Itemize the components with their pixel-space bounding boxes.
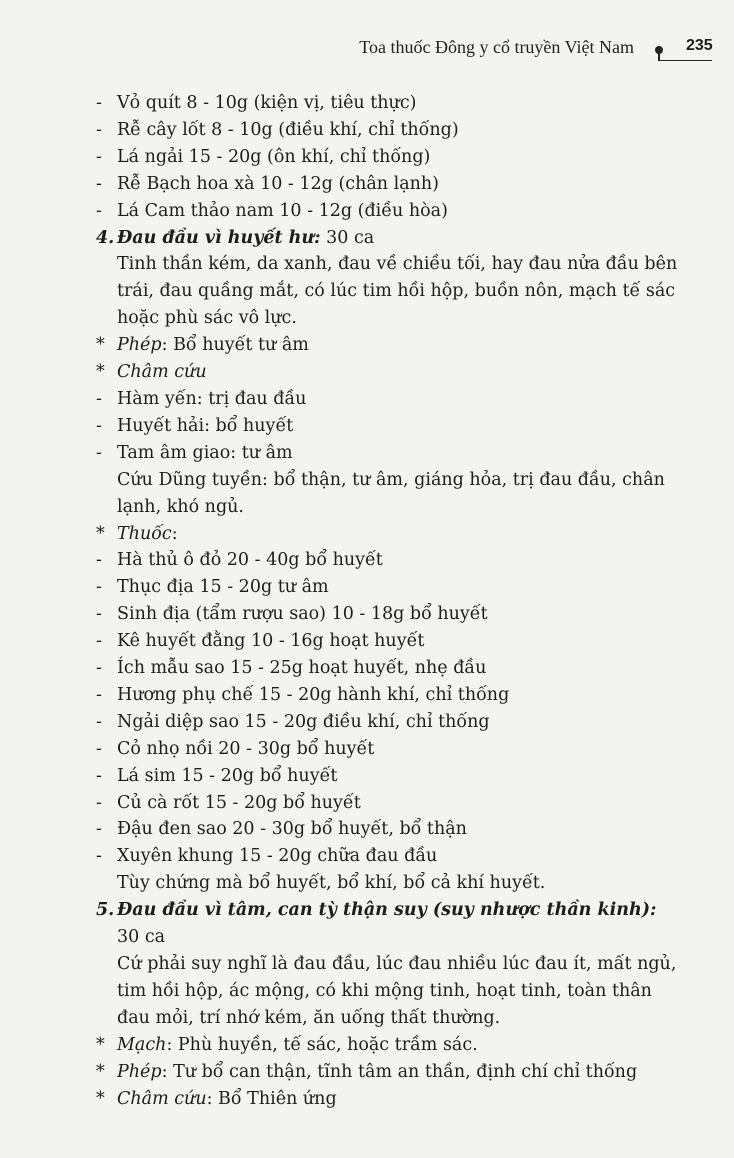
list-item <box>96 843 686 870</box>
list-item <box>96 736 686 763</box>
paragraph <box>96 870 686 897</box>
line-text <box>96 574 686 601</box>
section-heading <box>96 225 686 252</box>
list-item <box>96 790 686 817</box>
text-content: Tam âm giao: tư âm <box>117 442 293 463</box>
dash-bullet: - <box>96 388 102 409</box>
line-text <box>96 117 686 144</box>
list-item <box>96 628 686 655</box>
subsection-label: Phép <box>117 335 162 356</box>
list-item <box>96 709 686 736</box>
text-content: Kê huyết đằng 10 - 16g hoạt huyết <box>117 631 425 652</box>
subsection-line <box>96 521 686 548</box>
text-content: Vỏ quít 8 - 10g (kiện vị, tiêu thực) <box>117 93 417 113</box>
list-item <box>96 440 686 467</box>
subsection-label: Phép <box>117 1061 162 1082</box>
subsection-line <box>96 332 686 359</box>
dash-bullet: - <box>96 765 102 786</box>
list-item <box>96 547 686 574</box>
dash-bullet: - <box>96 631 102 652</box>
line-text <box>96 332 686 359</box>
line-text <box>96 924 686 951</box>
line-text <box>96 171 686 198</box>
dash-bullet: - <box>96 711 102 732</box>
list-item <box>96 574 686 601</box>
line-text <box>96 144 686 171</box>
text-content: 30 ca <box>117 927 166 948</box>
asterisk-bullet: * <box>96 523 105 544</box>
list-item <box>96 144 686 171</box>
text-content: Lá ngải 15 - 20g (ôn khí, chỉ thống) <box>117 146 431 167</box>
dash-bullet: - <box>96 200 102 221</box>
asterisk-bullet: * <box>96 362 105 383</box>
section-heading <box>96 897 686 924</box>
text-content: Đậu đen sao 20 - 30g bổ huyết, bổ thận <box>117 819 467 840</box>
subsection-label: Châm cứu <box>117 1088 207 1109</box>
page-number: 235 <box>686 37 713 54</box>
text-content: Hà thủ ô đỏ 20 - 40g bổ huyết <box>117 550 383 571</box>
line-text <box>96 413 686 440</box>
paragraph <box>96 951 686 1032</box>
text-content: Lá sim 15 - 20g bổ huyết <box>117 765 338 786</box>
subsection-line <box>96 1032 686 1059</box>
line-text <box>96 386 686 413</box>
text-content: : Phù huyền, tế sác, hoặc trầm sác. <box>166 1034 478 1055</box>
dash-bullet: - <box>96 442 102 463</box>
line-text <box>96 682 686 709</box>
list-item <box>96 117 686 144</box>
text-content: Rễ Bạch hoa xà 10 - 12g (chân lạnh) <box>117 173 440 194</box>
dash-bullet: - <box>96 792 102 813</box>
dash-bullet: - <box>96 738 102 759</box>
line-text <box>96 709 686 736</box>
text-content: Ích mẫu sao 15 - 25g hoạt huyết, nhẹ đầu <box>117 658 487 679</box>
line-text <box>96 843 686 870</box>
dash-bullet: - <box>96 146 102 167</box>
text-content: Tinh thần kém, da xanh, đau về chiều tối, hay đau nửa đầu bên trái, đau quầng mắt, có lúc tim hồi hộp, buồn nôn, mạch tế sác hoặc phù sác vô lực. <box>117 254 678 329</box>
line-text <box>96 897 686 924</box>
line-text <box>96 628 686 655</box>
dash-bullet: - <box>96 846 102 867</box>
asterisk-bullet: * <box>96 1034 105 1055</box>
line-text <box>96 790 686 817</box>
dash-bullet: - <box>96 684 102 705</box>
subsection-line <box>96 1086 686 1113</box>
list-item <box>96 198 686 225</box>
asterisk-bullet: * <box>96 335 105 356</box>
subsection-label: Thuốc <box>117 523 172 544</box>
list-item <box>96 90 686 117</box>
text-content: : Bổ huyết tư âm <box>161 335 309 356</box>
text-content: Sinh địa (tẩm rượu sao) 10 - 18g bổ huyết <box>117 604 488 625</box>
dash-bullet: - <box>96 173 102 194</box>
text-content: Hương phụ chế 15 - 20g hành khí, chỉ thống <box>117 684 510 705</box>
text-content: Xuyên khung 15 - 20g chữa đau đầu <box>117 846 438 867</box>
list-item <box>96 763 686 790</box>
line-text <box>96 440 686 467</box>
line-text <box>96 1059 686 1086</box>
list-item <box>96 413 686 440</box>
list-item <box>96 171 686 198</box>
text-content: : Bổ Thiên ứng <box>206 1088 337 1109</box>
dash-bullet: - <box>96 577 102 598</box>
heading-label: Đau đầu vì tâm, can tỳ thận suy (suy nhược thần kinh): <box>117 900 657 921</box>
subsection-line <box>96 359 686 386</box>
section-number: 4. <box>96 227 115 248</box>
line-text <box>96 655 686 682</box>
line-text <box>96 198 686 225</box>
running-header <box>0 37 734 63</box>
text-content: Lá Cam thảo nam 10 - 12g (điều hòa) <box>117 200 448 221</box>
list-item <box>96 386 686 413</box>
line-text <box>96 521 686 548</box>
paragraph <box>96 924 686 951</box>
paragraph <box>96 467 686 521</box>
text-content: Tùy chứng mà bổ huyết, bổ khí, bổ cả khí huyết. <box>117 873 546 894</box>
asterisk-bullet: * <box>96 1088 105 1109</box>
subsection-label: Châm cứu <box>117 362 207 383</box>
text-content: Củ cà rốt 15 - 20g bổ huyết <box>117 792 361 813</box>
line-text <box>96 359 686 386</box>
line-text <box>96 951 686 1032</box>
line-text <box>96 225 686 252</box>
section-number: 5. <box>96 900 115 921</box>
list-item <box>96 816 686 843</box>
text-content: Thục địa 15 - 20g tư âm <box>117 577 329 598</box>
line-text <box>96 467 686 521</box>
line-text <box>96 547 686 574</box>
text-content: Huyết hải: bổ huyết <box>117 415 294 436</box>
text-content: Cứu Dũng tuyền: bổ thận, tư âm, giáng hỏa, trị đau đầu, chân lạnh, khó ngủ. <box>117 469 665 517</box>
text-content: : <box>171 523 178 544</box>
line-text <box>96 1032 686 1059</box>
line-text <box>96 816 686 843</box>
text-content: Cứ phải suy nghĩ là đau đầu, lúc đau nhiều lúc đau ít, mất ngủ, tim hồi hộp, ác mộng, có khi mộng tinh, hoạt tinh, toàn thân đau mỏi, trí nhớ kém, ăn uống thất thường. <box>117 954 677 1028</box>
line-text <box>96 870 686 897</box>
text-content: Hàm yến: trị đau đầu <box>117 388 307 409</box>
text-content: Cỏ nhọ nồi 20 - 30g bổ huyết <box>117 738 375 759</box>
book-title: Toa thuốc Đông y cổ truyền Việt Nam <box>359 37 634 57</box>
text-content: Ngải diệp sao 15 - 20g điều khí, chỉ thống <box>117 711 490 732</box>
line-text <box>96 90 686 117</box>
dash-bullet: - <box>96 415 102 436</box>
line-text <box>96 601 686 628</box>
dash-bullet: - <box>96 604 102 625</box>
list-item <box>96 655 686 682</box>
subsection-label: Mạch <box>117 1034 167 1055</box>
text-content: Rễ cây lốt 8 - 10g (điều khí, chỉ thống) <box>117 119 459 140</box>
list-item <box>96 601 686 628</box>
heading-label: Đau đầu vì huyết hư: <box>117 227 321 248</box>
page-body <box>96 90 686 1112</box>
text-content: 30 ca <box>320 227 375 248</box>
header-rule <box>658 60 712 61</box>
line-text <box>96 1086 686 1113</box>
dash-bullet: - <box>96 658 102 679</box>
list-item <box>96 682 686 709</box>
dash-bullet: - <box>96 819 102 840</box>
line-text <box>96 736 686 763</box>
subsection-line <box>96 1059 686 1086</box>
text-content: : Tư bổ can thận, tĩnh tâm an thần, định chí chỉ thống <box>161 1061 638 1082</box>
paragraph <box>96 251 686 332</box>
line-text <box>96 763 686 790</box>
dash-bullet: - <box>96 93 102 113</box>
line-text <box>96 251 686 332</box>
dash-bullet: - <box>96 550 102 571</box>
asterisk-bullet: * <box>96 1061 105 1082</box>
dash-bullet: - <box>96 119 102 140</box>
